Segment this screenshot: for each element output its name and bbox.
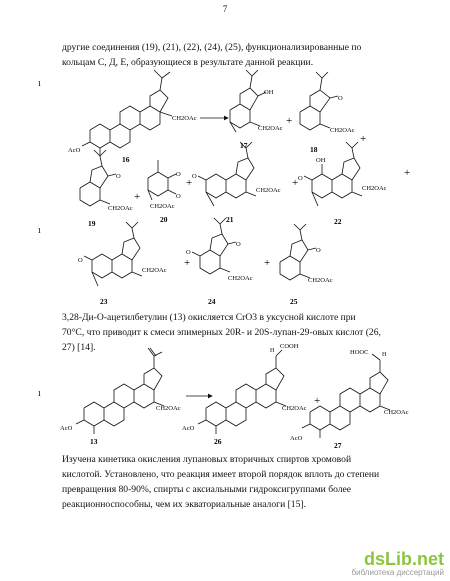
watermark: [352, 550, 444, 577]
kinetics-paragraph: [62, 452, 394, 512]
structure-20: [148, 160, 176, 200]
substituent-ch2oac: CH2OAc: [362, 185, 387, 192]
substituent-ch2oac: CH2OAc: [108, 205, 133, 212]
substituent-ch2oac: CH2OAc: [156, 405, 181, 412]
margin-mark: ı: [38, 225, 41, 236]
compound-label-22: 22: [334, 217, 342, 226]
plus-sign: +: [360, 133, 367, 145]
substituent-ch2oac: CH2OAc: [172, 115, 197, 122]
structure-13: [76, 348, 164, 434]
plus-sign: +: [314, 395, 321, 407]
structure-25: [280, 224, 316, 280]
substituent-aco: AcO: [182, 425, 195, 432]
watermark-logo: dsLib.net: [364, 549, 444, 569]
substituent-oh: OH: [264, 89, 274, 96]
kinetics-line-4: реакционноспособны, чем их экваториальные аналоги [15].: [62, 499, 306, 510]
substituent-o: O: [78, 257, 83, 264]
compound-label-20: 20: [160, 215, 168, 224]
margin-mark: ı: [38, 388, 41, 399]
substituent-ch2oac: CH2OAc: [282, 405, 307, 412]
compound-label-23: 23: [100, 297, 108, 306]
plus-sign: +: [186, 177, 193, 189]
substituent-aco: AcO: [68, 147, 81, 154]
substituent-o: O: [186, 249, 191, 256]
oxidation-paragraph: [62, 310, 394, 355]
compound-label-19: 19: [88, 219, 96, 228]
substituent-o: O: [176, 171, 181, 178]
substituent-ch2oac: CH2OAc: [330, 127, 355, 134]
oxidation-line-2: 70°C, что приводит к смеси эпимерных 20R- и 20S-лупан-29-овых кислот (26,: [62, 327, 381, 338]
plus-sign: +: [134, 191, 141, 203]
substituent-ch2oac: CH2OAc: [256, 187, 281, 194]
margin-mark: ı: [38, 78, 41, 89]
compound-label-25: 25: [290, 297, 298, 306]
plus-sign: +: [286, 115, 293, 127]
compound-label-13: 13: [90, 437, 98, 446]
structure-21: [198, 142, 256, 206]
compound-label-18: 18: [310, 145, 318, 154]
substituent-ch2oac: CH2OAc: [150, 203, 175, 210]
substituent-ch2oac: CH2OAc: [308, 277, 333, 284]
compound-label-24: 24: [208, 297, 216, 306]
plus-sign: +: [264, 257, 271, 269]
substituent-cooh: COOH: [280, 343, 299, 350]
watermark-subtitle: библиотека диссертаций: [351, 568, 444, 577]
substituent-o: O: [116, 173, 121, 180]
plus-sign: +: [184, 257, 191, 269]
structure-26: [198, 350, 286, 434]
oxidation-line-1: 3,28-Ди-О-ацетилбетулин (13) окисляется CrO3 в уксусной кислоте при: [62, 312, 356, 323]
kinetics-line-2: кислотой. Установлено, что реакция имеет второй порядок вплоть до степени: [62, 469, 380, 480]
structure-16: [82, 70, 172, 156]
substituent-o: O: [192, 173, 197, 180]
substituent-aco: AcO: [60, 425, 73, 432]
structure-17: [230, 70, 266, 132]
plus-sign: +: [404, 167, 411, 179]
plus-sign: +: [292, 177, 299, 189]
structure-19: [80, 150, 116, 206]
page-number: 7: [222, 4, 228, 14]
kinetics-line-3: превращения 80-90%, спирты с аксиальными гидроксигруппами более: [62, 484, 352, 495]
intro-line-1: другие соединения (19), (21), (22), (24), (25), функционализированные по: [62, 42, 362, 53]
substituent-aco: AcO: [290, 435, 303, 442]
substituent-h: H: [382, 352, 387, 358]
compound-label-26: 26: [214, 437, 222, 446]
substituent-h: H: [270, 348, 275, 354]
substituent-oh: OH: [316, 157, 326, 164]
structure-18: [300, 72, 338, 130]
oxidation-line-3: 27) [14].: [62, 342, 96, 353]
substituent-o: O: [236, 241, 241, 248]
substituent-ch2oac: CH2OAc: [384, 409, 409, 416]
substituent-hooc: HOOC: [350, 349, 369, 356]
compound-label-27: 27: [334, 441, 342, 450]
substituent-ch2oac: CH2OAc: [142, 267, 167, 274]
substituent-o: O: [298, 175, 303, 182]
substituent-o: O: [316, 247, 321, 254]
kinetics-line-1: Изучена кинетика окисления лупановых вторичных спиртов хромовой: [62, 454, 352, 465]
intro-line-2: кольцам С, Д, Е, образующиеся в результате данной реакции.: [62, 57, 314, 68]
compound-label-16: 16: [122, 155, 130, 164]
substituent-o: O: [176, 193, 181, 200]
compound-label-17: 17: [240, 141, 248, 150]
compound-label-21: 21: [226, 215, 234, 224]
substituent-ch2oac: CH2OAc: [228, 275, 253, 282]
structure-23: [84, 222, 142, 286]
substituent-o: O: [338, 95, 343, 102]
substituent-ch2oac: CH2OAc: [258, 125, 283, 132]
structure-24: [192, 218, 236, 274]
